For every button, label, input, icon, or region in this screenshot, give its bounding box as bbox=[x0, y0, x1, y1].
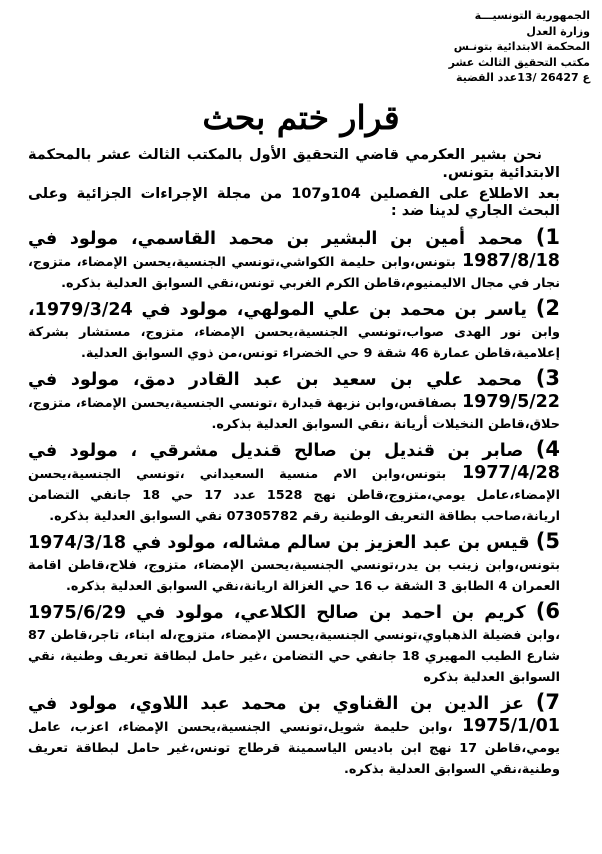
legal-basis-paragraph: بعد الاطلاع على الفصلين 104و107 من مجلة الإجراءات الجزائية وعلى البحث الجاري لدينا ضد : bbox=[28, 186, 561, 219]
person-3-details: بصفاقس،وابن نزيهة قيدارة ،تونسي الجنسية،يحسن الإمضاء، متزوج، حلاق،قاطن النخيلات أريانة ،نقي السوابق العدلية بذكره. bbox=[28, 396, 560, 432]
person-2-details: وابن نور الهدى صواب،تونسي الجنسية،يحسن الإمضاء، متزوج، مستشار بشركة إعلامية،قاطن عمارة 46 شقة 9 حي الخضراء تونس،من ذوي السوابق العدلية. bbox=[28, 325, 560, 361]
person-2-lead bbox=[28, 296, 560, 320]
person-4-name: صابر بن قنديل بن صالح قنديل مشرقي ، مولود في 1977/4/28 bbox=[28, 441, 560, 483]
person-6-lead bbox=[28, 599, 560, 623]
person-3-number: 3) bbox=[535, 366, 560, 390]
person-6-details: ،وابن فضيلة الذهباوي،تونسي الجنسية،يحسن الإمضاء، متزوج،له ابناء، تاجر،قاطن 87 شارع الطيب المهيري 18 جانفي حي التضامن ،غير حامل لبطاقة تعريف وطنية، نقي السوابق العدلية بذكره bbox=[28, 628, 560, 685]
person-entry-1 bbox=[28, 226, 560, 293]
person-1-number: 1) bbox=[535, 225, 560, 249]
person-7-name: عز الدين بن القناوي بن محمد عبد اللاوي، مولود في 1975/1/01 bbox=[28, 694, 560, 736]
person-7-details: ،وابن حليمة شويل،تونسي الجنسية،يحسن الإمضاء، اعزب، عامل يومي،قاطن 17 نهج ابن باديس الياسمينة قرطاج تونس،غير حامل لبطاقة تعريف وطنية،نقي السوابق العدلية بذكره. bbox=[28, 720, 560, 777]
person-6-name: كريم بن احمد بن صالح الكلاعي، مولود في 1975/6/29 bbox=[28, 603, 526, 623]
person-entry-6 bbox=[28, 600, 560, 687]
person-4-details: بتونس،وابن الام منسية السعيداني ،تونسي الجنسية،يحسن الإمضاء،عامل يومي،متزوج،قاطن نهج 1528 عدد 17 حي 18 جانفي التضامن اريانة،صاحب بطاقة التعريف الوطنية رقم 07305782 نقي السوابق العدلية بذكره. bbox=[28, 467, 560, 524]
header-court: المحكمة الابتدائية بتونـس bbox=[453, 40, 590, 53]
person-3-name: محمد علي بن سعيد بن عبد القادر دمق، مولود في 1979/5/22 bbox=[28, 370, 560, 412]
document-title: قرار ختم بحث bbox=[202, 98, 400, 137]
person-entry-3 bbox=[28, 367, 560, 434]
person-2-name: ياسر بن محمد بن علي المولهي، مولود في 1979/3/24، bbox=[28, 300, 527, 320]
court-header bbox=[360, 8, 590, 86]
person-2-number: 2) bbox=[535, 296, 560, 320]
person-4-number: 4) bbox=[535, 437, 561, 461]
header-office: مكتب التحقيق الثالث عشر bbox=[448, 55, 590, 69]
person-5-details: بتونس،وابن زينب بن يدر،تونسي الجنسية،يحسن الإمضاء، متزوج، فلاح،قاطن اقامة العمران 4 الطابق 3 الشقة ب 16 حي الغزالة اريانة،نقي السوابق العدلية بذكره. bbox=[28, 558, 560, 594]
person-5-number: 5) bbox=[535, 529, 560, 553]
person-7-number: 7) bbox=[535, 690, 561, 714]
person-1-details: بتونس،وابن حليمة الكواشي،تونسي الجنسية،يحسن الإمضاء، متزوج، نجار في مجال الاليمنيوم،قاطن الكرم الغربي تونس،نقي السوابق العدلية بذكره. bbox=[28, 255, 560, 291]
person-entry-4 bbox=[28, 438, 560, 526]
person-entry-7 bbox=[28, 691, 560, 779]
person-6-number: 6) bbox=[535, 599, 560, 623]
person-1-name: محمد أمين بن البشير بن محمد القاسمي، مولود في 1987/8/18 bbox=[28, 229, 560, 271]
document-body bbox=[28, 146, 560, 783]
header-case-number: ع 26427 /13عدد القضية bbox=[456, 71, 590, 84]
header-republic: الجمهورية التونسيـــة bbox=[474, 9, 590, 22]
header-ministry: وزارة العدل bbox=[526, 24, 590, 38]
person-5-name: قيس بن عبد العزيز بن سالم مشاله، مولود في 1974/3/18 bbox=[28, 533, 530, 553]
person-entry-5 bbox=[28, 530, 560, 596]
person-entry-2 bbox=[28, 297, 560, 363]
intro-paragraph: نحن بشير العكرمي قاضي التحقيق الأول بالمكتب الثالث عشر بالمحكمة الابتدائية بتونس. bbox=[28, 147, 560, 181]
person-5-lead bbox=[28, 529, 560, 553]
